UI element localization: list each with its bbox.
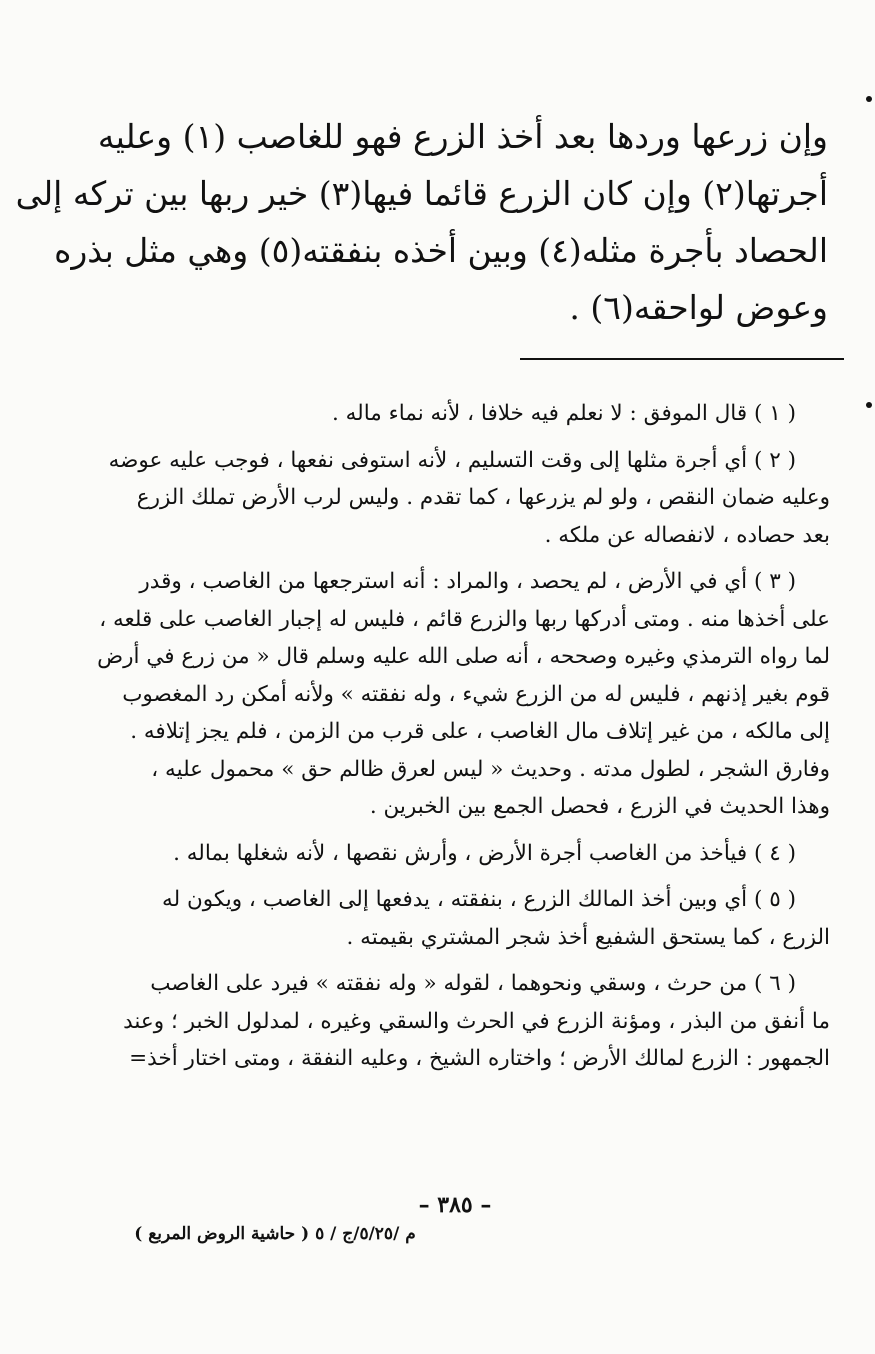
- footnote-line: ( ٤ ) فيأخذ من الغاصب أجرة الأرض ، وأرش نقصها ، لأنه شغلها بماله .: [173, 840, 796, 866]
- footnotes-block: [97, 395, 830, 1087]
- page-number: – ٣٨٥ –: [418, 1192, 492, 1218]
- footnote-line: لما رواه الترمذي وغيره وصححه ، أنه صلى الله عليه وسلم قال « من زرع في أرض: [97, 644, 830, 669]
- footnote-5: [102, 881, 830, 956]
- footnote-line: على أخذها منه . ومتى أدركها ربها والزرع قائم ، فليس له إجبار الغاصب على قلعه ،: [99, 606, 830, 632]
- footnote-line: الجمهور : الزرع لمالك الأرض ؛ واختاره الشيخ ، وعليه النفقة ، ومتى اختار أخذ=: [129, 1046, 830, 1071]
- footnote-4: [102, 835, 830, 873]
- footnote-line: وفارق الشجر ، لطول مدته . وحديث « ليس لعرق ظالم حق » محمول عليه ،: [151, 756, 830, 782]
- printer-signature: م /٥/٢٥/ج / ٥ ( حاشية الروض المربع ): [134, 1224, 416, 1244]
- footnote-2: [102, 442, 830, 555]
- main-text-block: [15, 108, 828, 336]
- footnote-line: إلى مالكه ، من غير إتلاف مال الغاصب ، على قرب من الزمن ، فلم يجز إتلافه .: [130, 719, 830, 744]
- scan-mark: [866, 402, 872, 408]
- footnote-6: [102, 965, 830, 1078]
- footnote-line: ( ٦ ) من حرث ، وسقي ونحوهما ، لقوله « وله نفقته » فيرد على الغاصب: [150, 971, 796, 996]
- footnote-line: وعليه ضمان النقص ، ولو لم يزرعها ، كما تقدم . وليس لرب الأرض تملك الزرع: [136, 485, 830, 510]
- footnote-line: قوم بغير إذنهم ، فليس له من الزرع شيء ، وله نفقته » ولأنه أمكن رد المغصوب: [122, 681, 830, 707]
- footnote-divider: [520, 358, 844, 360]
- footnote-line: وهذا الحديث في الزرع ، فحصل الجمع بين الخبرين .: [369, 794, 830, 819]
- footnote-line: الزرع ، كما يستحق الشفيع أخذ شجر المشتري بقيمته .: [346, 924, 830, 950]
- footnote-3: [97, 563, 830, 826]
- footnote-line: ( ٥ ) أي وبين أخذ المالك الزرع ، بنفقته ، يدفعها إلى الغاصب ، ويكون له: [162, 887, 796, 912]
- footnote-line: بعد حصاده ، لانفصاله عن ملكه .: [544, 522, 830, 548]
- footnote-line: ( ٢ ) أي أجرة مثلها إلى وقت التسليم ، لأنه استوفى نفعها ، فوجب عليه عوضه: [108, 447, 796, 473]
- footnote-line: ما أنفق من البذر ، ومؤنة الزرع في الحرث والسقي وغيره ، لمدلول الخبر ؛ وعند: [123, 1008, 830, 1034]
- main-text-line: وإن زرعها وردها بعد أخذ الزرع فهو للغاصب (١) وعليه: [97, 117, 828, 156]
- main-text-line: أجرتها(٢) وإن كان الزرع قائما فيها(٣) خير ربها بين تركه إلى: [15, 174, 828, 213]
- footnote-line: ( ٣ ) أي في الأرض ، لم يحصد ، والمراد : أنه استرجعها من الغاصب ، وقدر: [139, 569, 796, 594]
- main-text-line: الحصاد بأجرة مثله(٤) وبين أخذه بنفقته(٥) وهي مثل بذره: [54, 231, 828, 270]
- footnote-line: ( ١ ) قال الموفق : لا نعلم فيه خلافا ، لأنه نماء ماله .: [331, 401, 796, 426]
- scan-mark: [866, 96, 872, 102]
- main-text-line: وعوض لواحقه(٦) .: [569, 288, 828, 327]
- footnote-1: [102, 395, 830, 433]
